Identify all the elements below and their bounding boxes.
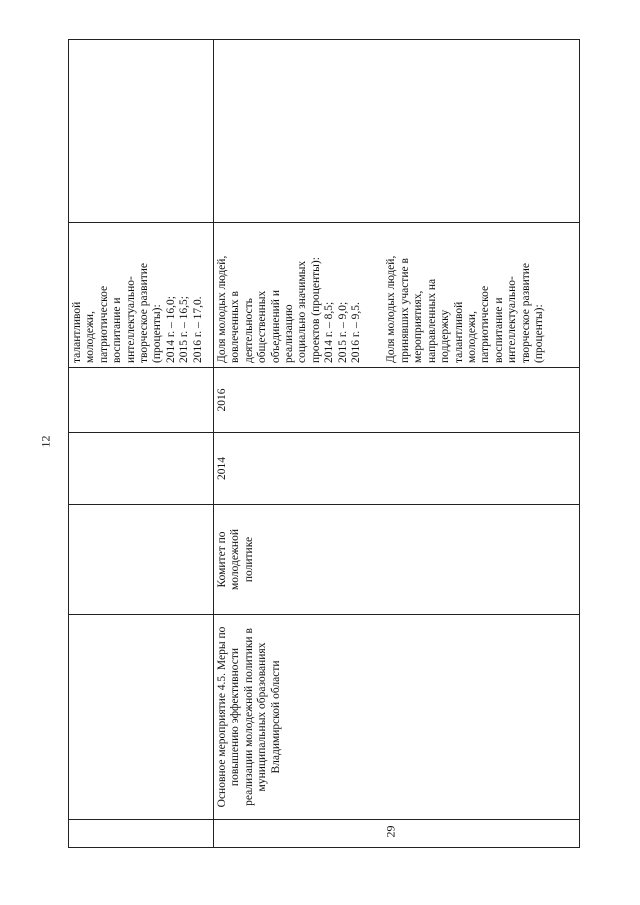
table-row-continued xyxy=(69,40,214,848)
indicator-line: проектов (проценты): xyxy=(309,257,322,363)
indicator-line: общественных xyxy=(256,290,269,363)
indicator-line: интеллектуально- xyxy=(124,276,137,363)
indicator-line: (проценты): xyxy=(151,304,164,363)
indicator-line: интеллектуально- xyxy=(506,276,519,363)
indicator-line: социально значимых xyxy=(296,260,309,363)
indicator-line: 2015 г. – 9,0; xyxy=(336,301,349,363)
page-number-bottom: 29 xyxy=(383,825,398,838)
indicator-line: 2014 г. – 16,0; xyxy=(164,296,177,363)
cell-event-name: Основное мероприятие 4.5. Меры по повышению эффективности реализации молодежной политики в муниципальных образованиях Владимирской области xyxy=(214,615,580,820)
indicator-line: творческое развитие xyxy=(519,262,532,363)
cell-indicators xyxy=(214,223,580,368)
cell-result xyxy=(69,40,214,223)
indicator-line: патриотическое xyxy=(97,285,110,363)
indicator-line: воспитание и xyxy=(492,297,505,363)
program-table-rotated xyxy=(68,40,579,848)
indicator-gap xyxy=(363,227,385,363)
indicator-line: вовлеченных в xyxy=(229,291,242,363)
indicator-line: 2014 г. – 8,5; xyxy=(323,301,336,363)
cell-event xyxy=(69,615,214,820)
indicator-line: 2015 г. – 16,5; xyxy=(178,296,191,363)
indicator-line: реализацию xyxy=(283,304,296,363)
cell-end-year: 2016 xyxy=(214,368,580,433)
page-number-top: 12 xyxy=(38,435,53,448)
cell-result xyxy=(214,40,580,223)
indicator-line: 2016 г. – 9,5. xyxy=(350,302,363,363)
indicator-line: объединений и xyxy=(269,290,282,363)
cell-end-year xyxy=(69,368,214,433)
cell-indicator-continued xyxy=(69,223,214,368)
cell-number xyxy=(214,820,580,848)
indicator-line: мероприятиях, xyxy=(412,290,425,363)
cell-executor xyxy=(69,505,214,615)
indicator-line: творческое развитие xyxy=(138,262,151,363)
table-row-4-5 xyxy=(214,40,580,848)
indicator-line: принявших участие в xyxy=(398,258,411,363)
indicator-line: талантливой xyxy=(452,301,465,363)
indicator-line: деятельность xyxy=(242,298,255,363)
indicator-line: Доля молодых людей, xyxy=(385,255,398,363)
cell-start-year: 2014 xyxy=(214,433,580,505)
indicator-line: поддержку xyxy=(439,309,452,363)
indicator-line: (проценты): xyxy=(532,304,545,363)
indicator-line: 2016 г. – 17,0. xyxy=(191,296,204,363)
indicator-line: талантливой xyxy=(71,301,83,363)
indicator-line: воспитание и xyxy=(111,297,124,363)
indicator-line: патриотическое xyxy=(479,285,492,363)
cell-number xyxy=(69,820,214,848)
cell-executor-name: Комитет по молодежной политике xyxy=(214,505,580,615)
indicator-line: Доля молодых людей, xyxy=(216,255,228,363)
indicator-line: молодежи, xyxy=(84,311,97,363)
program-table xyxy=(68,39,580,848)
indicator-line: направленных на xyxy=(425,278,438,363)
indicator-line: молодежи, xyxy=(465,311,478,363)
program-table-wrapper xyxy=(68,40,579,848)
cell-start-year xyxy=(69,433,214,505)
